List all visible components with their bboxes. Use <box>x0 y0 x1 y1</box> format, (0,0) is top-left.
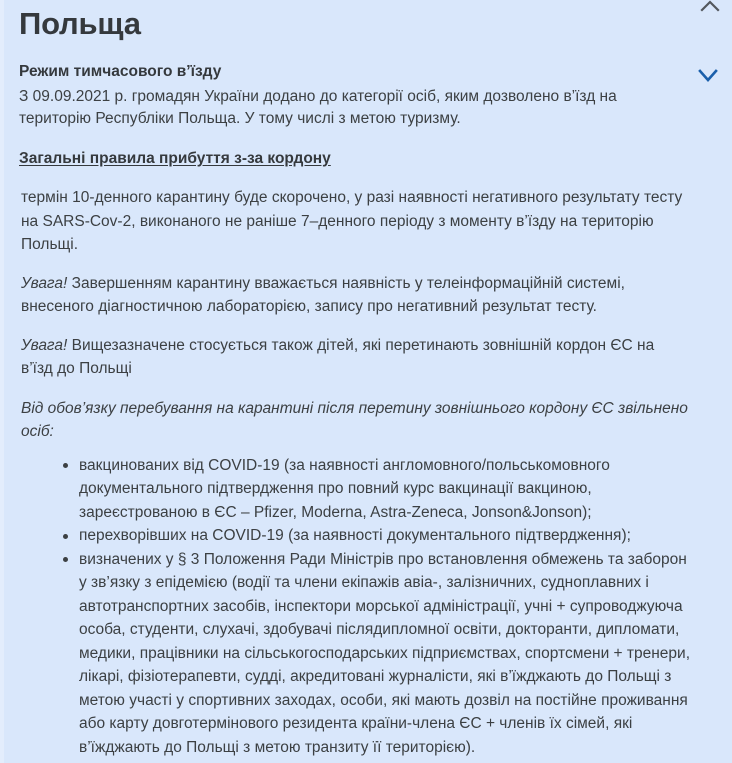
rules-heading: Загальні правила прибуття з-за кордону <box>19 150 331 167</box>
section-intro-text: З 09.09.2021 р. громадян України додано до категорії осіб, яким дозволено в’їзд на територію Республіки Польща. У тому числі з метою туризму. <box>19 88 617 127</box>
list-item: вакцинованих від COVID-19 (за наявності англомовного/польськомовного документального підтвердження про повний курс вакцинації вакциною, зареєстрованою в ЄС – Pfizer, Moderna, Astra-Zeneca, Jonson&Jonson); <box>63 454 692 525</box>
rules-note-1 <box>21 272 710 319</box>
note-2-lead: Увага! <box>21 336 68 354</box>
note-2-text: Вищезазначене стосується також дітей, які перетинають зовнішній кордон ЄС на в’їзд до Польщі <box>21 336 655 377</box>
rules-paragraph-1: термін 10-денного карантину буде скорочено, у разі наявності негативного результату тесту на SARS-Cov-2, виконаного не раніше 7–денного періоду з моменту в’їзду на територію Польщі. <box>21 189 683 253</box>
exemption-intro: Від обов’язку перебування на карантині після перетину зовнішнього кордону ЄС звільнено осіб: <box>21 399 688 440</box>
section-subtitle: Режим тимчасового в’їзду <box>19 63 222 80</box>
note-1-text: Завершенням карантину вважається наявність у телеінформаційній системі, внесеного діагностичною лабораторією, запису про негативний результат тесту. <box>21 274 625 315</box>
page-title: Польща <box>19 6 141 41</box>
list-item: визначених у § 3 Положення Ради Міністрів про встановлення обмежень та заборон у зв’язку з епідемією (водії та члени екіпажів авіа-, залізничних, судноплавних і автотранспортних засобів, інспектори морської адміністрації, учні + супроводжуюча особа, студенти, слухачі, здобувачі післядипломної освіти, докторанти, дипломати, медики, працівники на сільськогосподарських підприємствах, спортсмени + тренери, лікарі, фізіотерапевти, судді, акредитовані журналісти, які в’їжджають до Польщі з метою участі у спортивних заходах, особи, які мають дозвіл на постійне проживання або карту довготермінового резидента країни-члена ЄС + членів їх сімей, які в’їжджають до Польщі з метою транзиту її територією). <box>63 548 692 760</box>
close-icon[interactable] <box>697 0 723 18</box>
list-item: перехворівших на COVID-19 (за наявності документального підтвердження); <box>63 524 692 548</box>
note-1-lead: Увага! <box>21 274 68 292</box>
rules-note-2 <box>21 334 710 381</box>
chevron-down-icon[interactable] <box>695 66 721 86</box>
exemption-list <box>19 454 710 760</box>
